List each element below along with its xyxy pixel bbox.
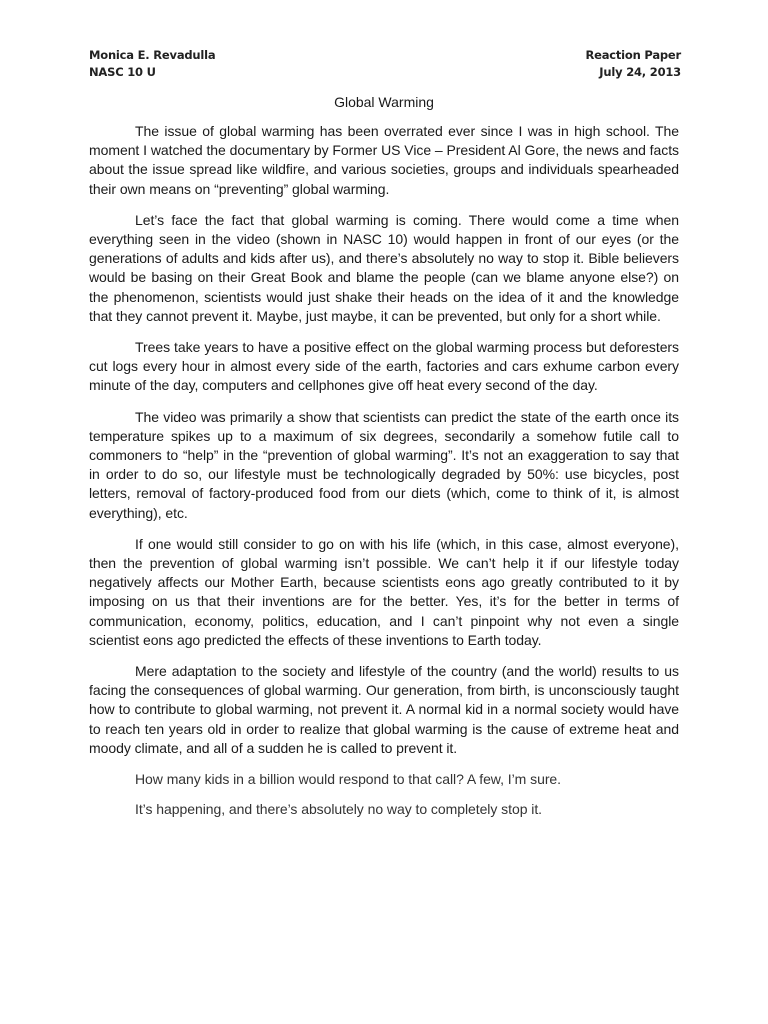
paragraph-1: The issue of global warming has been overrated ever since I was in high school. The moment I watched the documentary by Former US Vice – President Al Gore, the news and facts about the issue spread like wildfire, and various societies, groups and individuals spearheaded their own means on “preventing” global warming. [89, 123, 679, 197]
header-meta-block [585, 47, 681, 81]
paragraph-3: Trees take years to have a positive effect on the global warming process but deforesters cut logs every hour in almost every side of the earth, factories and cars exhume carbon every minute of the day, computers and cellphones give off heat every second of the day. [89, 339, 679, 394]
paragraph-7: How many kids in a billion would respond to that call? A few, I’m sure. [135, 771, 562, 788]
paragraph-5: If one would still consider to go on with his life (which, in this case, almost everyone), then the prevention of global warming isn’t possible. We can’t help it if our lifestyle today negatively affects our Mother Earth, because scientists eons ago greatly contributed to it by imposing on us that their inventions are for the better. Yes, it’s for the better in terms of communication, economy, politics, education, and I can’t pinpoint why not even a single scientist eons ago predicted the effects of these inventions to Earth today. [89, 535, 679, 648]
document-date: July 24, 2013 [599, 65, 681, 79]
header-author-block [89, 47, 215, 81]
paragraph-4: The video was primarily a show that scientists can predict the state of the earth once its temperature spikes up to a maximum of six degrees, secondarily a somehow futile call to commoners to “help” in the “prevention of global warming”. It’s not an exaggeration to say that in order to do so, our lifestyle must be technologically degraded by 50%: use bicycles, post letters, removal of factory-produced food from our diets (which, come to think of it, is almost everything), etc. [89, 408, 679, 521]
document-type: Reaction Paper [585, 48, 681, 62]
document-body [89, 122, 679, 831]
author-name: Monica E. Revadulla [89, 48, 216, 62]
paragraph-2: Let’s face the fact that global warming is coming. There would come a time when everything seen in the video (shown in NASC 10) would happen in front of our eyes (or the generations of adults and kids after us), and there’s absolutely no way to stop it. Bible believers would be basing on their Great Book and blame the people (can we blame anyone else?) on the phenomenon, scientists would just shake their heads on the idea of it and the knowledge that they cannot prevent it. Maybe, just maybe, it can be prevented, but only for a short while. [89, 211, 679, 324]
paragraph-8: It’s happening, and there’s absolutely no way to completely stop it. [135, 801, 543, 818]
course-code: NASC 10 U [89, 65, 156, 79]
document-title: Global Warming [334, 94, 434, 110]
paragraph-6: Mere adaptation to the society and lifestyle of the country (and the world) results to us facing the consequences of global warming. Our generation, from birth, is unconsciously taught how to contribute to global warming, not prevent it. A normal kid in a normal society would have to reach ten years old in order to realize that global warming is the cause of extreme heat and moody climate, and all of a sudden he is called to prevent it. [89, 663, 679, 756]
